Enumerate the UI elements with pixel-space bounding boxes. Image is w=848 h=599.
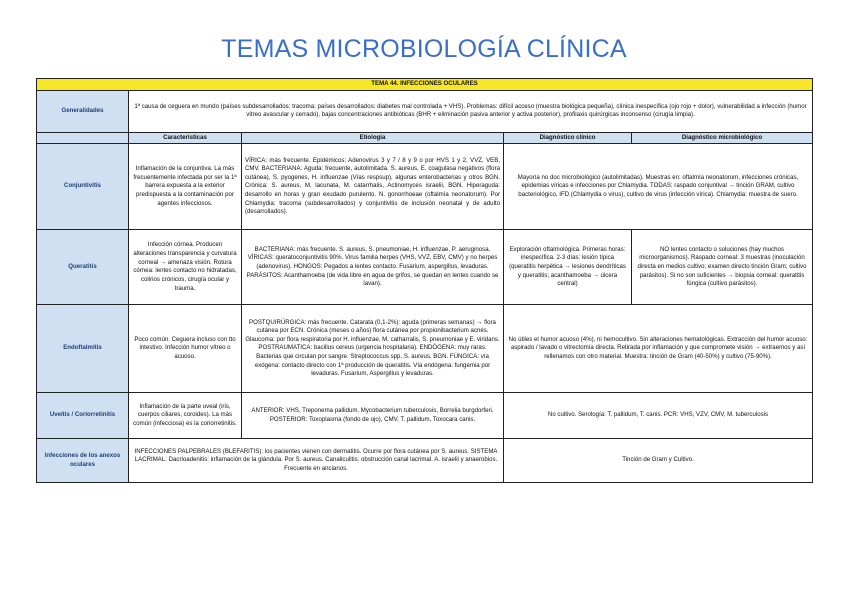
row-queratitis	[37, 230, 813, 305]
column-headers	[37, 132, 813, 144]
uveitis-etiologia: ANTERIOR: VHS, Treponema pallidum, Mycobacterium tuberculosis, Borrelia burgdorferi. POSTERIOR: Toxoplasma (fondo de ojo), CMV, T. pallidum, Toxocara canis.	[242, 393, 504, 439]
queratitis-etiologia: BACTERIANA: más frecuente. S. aureus, S. pneumoniae, H. influenzae, P. aeruginosa. VÍRICAS: queratoconjuntivitis 90%. Virus familia herpes (VHS, VVZ, EBV, CMV) y no herpes (adenovirus). HONGOS: Pegados a lentes contacto. Fusarium, aspergillus, levaduras. PARÁSITOS: Acanthamoeba (de vida libre en agua de grifos, se quedan en lentes cuando se lavan).	[242, 230, 504, 305]
infections-table	[36, 78, 813, 483]
header-caracteristicas: Características	[129, 132, 242, 144]
row-anexos	[37, 439, 813, 483]
label-conjuntivitis: Conjuntivitis	[37, 144, 129, 230]
header-etiologia: Etiología	[242, 132, 504, 144]
label-uveitis: Uveítis / Coriorretinitis	[37, 393, 129, 439]
topic-title-row	[37, 79, 813, 91]
topic-title: TEMA 44. INFECCIONES OCULARES	[37, 79, 813, 91]
endoftalmitis-diagnostico: No útiles el humor acuoso (4%), ni hemocultivo. Sin alteraciones hematológicas. Extracción del humor acuoso: aspirado / lavado o vitrectomía directa. Retirada por inflamación y que compromete visión → extraemos y así rellenamos con otro material. Muestra: tinción de Gram (40-50%) y cultivo (75-90%).	[504, 305, 813, 393]
queratitis-diag-clinico: Exploración oftalmológica. Primeras horas: inespecífica. 2-3 días: lesión típica (queratitis herpética → lesiones dendríticas y queratitis; acanthamoeba → úlcera central)	[504, 230, 632, 305]
label-anexos: Infecciones de los anexos oculares	[37, 439, 129, 483]
uveitis-diagnostico: No cultivo. Serología: T. pallidum, T. canis. PCR: VHS, VZV, CMV, M. tuberculosis	[504, 393, 813, 439]
row-conjuntivitis	[37, 144, 813, 230]
row-generalidades	[37, 90, 813, 132]
endoftalmitis-etiologia: POSTQUIRÚRGICA: más frecuente. Catarata (0,1-2%): aguda (primeras semanas) → flora cutánea por ECN. Crónica (meses o años) flora cutánea por propionibacterium acnés. Glaucoma: por flora respiratoria por H. influenzae, M. catharralis, S. pneumoniae y E. viridans. POSTRAUMATICA: bacillus cereus (urgencia hospitalaria). ENDÓGENA: muy raras. Bacterias que circulan por sangre. Streptococcus spp, S. aureus, BGN. FÚNGICA: vía exógena: contacto directo con 1ª producción de queratitis. Vía endógena: fungemia por levaduras. Fusarium, Aspergillus y levaduras.	[242, 305, 504, 393]
conjuntivitis-caracteristicas: Inflamación de la conjuntiva. La más frecuentemente infectada por ser la 1ª barrera expuesta a la exterior predispuesta a la contaminación por agentes infecciosos.	[129, 144, 242, 230]
row-uveitis	[37, 393, 813, 439]
header-empty	[37, 132, 129, 144]
endoftalmitis-caracteristicas: Poco común. Ceguera incluso con tto intestivo. Infección humor vítreo o acuoso.	[129, 305, 242, 393]
label-endoftalmitis: Endoftalmitis	[37, 305, 129, 393]
row-endoftalmitis	[37, 305, 813, 393]
conjuntivitis-etiologia: VÍRICA: más frecuente. Epidémicos: Adenovirus 3 y 7 / 8 y 9 o por HVS 1 y 2, VVZ, VEB, CMV. BACTERIANA: Aguda: frecuente, autolimitada. S. aureus, E. coagulasa negativos (flora cutánea), S. pyogenes, H. influenzae (Vías respsup), algunas enterobacterias y otros BGN. Crónica: S. aureus, M. lacunata, M. catarrhalis, Actinomyces israelii, BGN. Hiperaguda: desarrollo en horas y gran exudado purulento. N. gonorrhoeae (oftalmía neonatorum). Por Chlamydia: tracoma (subdesarrollados) y conjuntivitis de inclusión neonatal y de adulto (desarrollados).	[242, 144, 504, 230]
label-generalidades: Generalidades	[37, 90, 129, 132]
queratitis-caracteristicas: Infección córnea. Producen alteraciones transparencia y curvatura corneal → amenaza visión. Rotura córnea: lentes contacto no hidratadas, colirios crónicos, cirugía ocular y trauma.	[129, 230, 242, 305]
anexos-diagnostico: Tinción de Gram y Cultivo.	[504, 439, 813, 483]
conjuntivitis-diagnostico: Mayoría no doc microbiológico (autolimitadas). Muestras en: oftalmía neonatorum, infecciones crónicas, epidemias víricas e infecciones por Chlamydia. TODAS: raspado conjuntival → tinción GRAM, cultivo bacteriológico, IFD (Chlamydia o virus), cultivo de virus (infección vírica). Chlamydia: muestra de suero.	[504, 144, 813, 230]
anexos-etiologia: INFECCIONES PALPEBRALES (BLEFARITIS): los pacientes vienen con dermatitis. Ocurre por flora cutánea por S. aureus. SISTEMA LACRIMAL: Dacrioadenitis: inflamación de la glándula. Por S. aureus. Canaliculitis: obstrucción canal lacrimal. A. israelii y anaerobios. Frecuente en ancianos.	[129, 439, 504, 483]
uveitis-caracteristicas: Inflamación de la parte uveal (iris, cuerpos ciliares, coroides). La más común (infecciosa) es la coriorretinitis.	[129, 393, 242, 439]
queratitis-diag-micro: NO lentes contacto o soluciones (hay muchos microorganismos). Raspado corneal: 3 muestras (inoculación directa en medios cultivo; examen directo tinción Gram; cultivo parásitos). Si no son suficientes → biopsia corneal: queratitis fúngica (cultivo parásitos).	[632, 230, 813, 305]
page-title: TEMAS MICROBIOLOGÍA CLÍNICA	[221, 35, 627, 63]
generalidades-text: 1ª causa de ceguera en mundo (países subdesarrollados: tracoma; países desarrollados: diabetes mal controlada + VHS). Problemas: difícil acceso (muestra biológica pequeña), clínica inespecífica (ojo rojo + dolor), vulnerabilidad a infección (humor vítreo avascular y cerrado), bajas concentraciones antibióticas (BHR + eliminación pasiva anterior y activa posterior), profilaxis quirúrgicas inconsenso (cirugía limpia).	[129, 90, 813, 132]
label-queratitis: Queratitis	[37, 230, 129, 305]
header-diag-micro: Diagnóstico microbiológico	[632, 132, 813, 144]
header-diag-clinico: Diagnóstico clínico	[504, 132, 632, 144]
